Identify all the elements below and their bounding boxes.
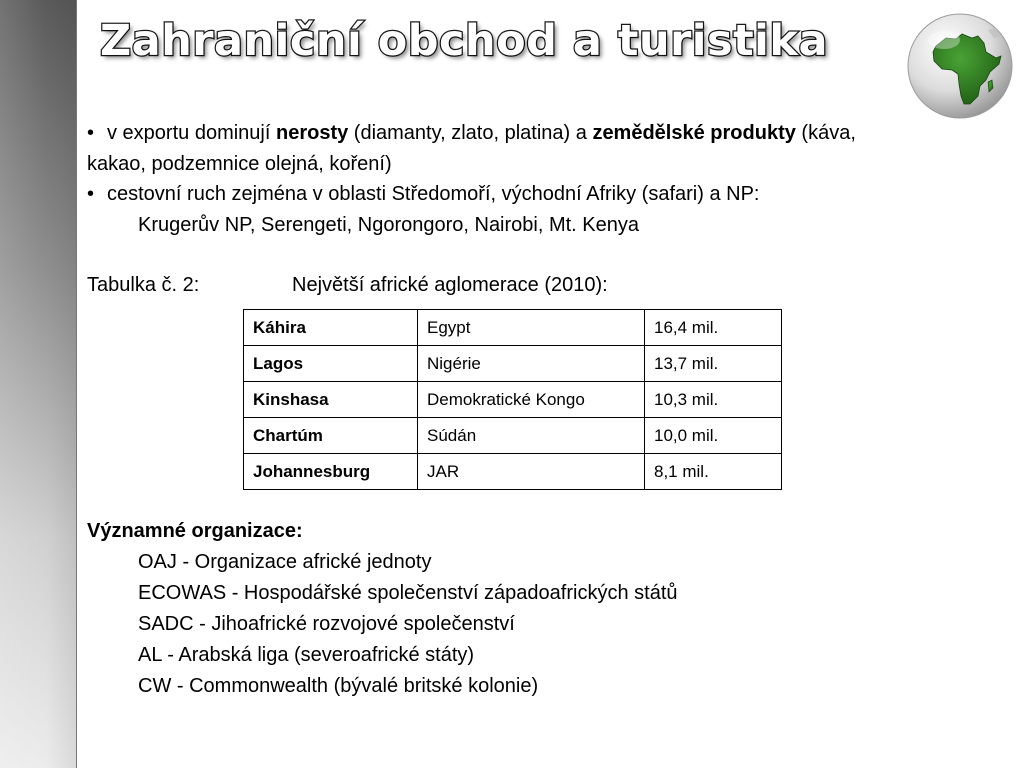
table-row <box>244 454 782 490</box>
city-cell: Káhira <box>244 310 418 346</box>
population-cell: 10,3 mil. <box>645 382 782 418</box>
country-cell: Demokratické Kongo <box>418 382 645 418</box>
organizations-heading: Významné organizace: <box>87 520 303 542</box>
export-pre: v exportu dominují <box>107 122 276 144</box>
bullet-dot: • <box>87 183 95 205</box>
population-cell: 13,7 mil. <box>645 346 782 382</box>
population-cell: 16,4 mil. <box>645 310 782 346</box>
city-cell: Lagos <box>244 346 418 382</box>
population-cell: 10,0 mil. <box>645 418 782 454</box>
tourism-parks: Krugerův NP, Serengeti, Ngorongoro, Nairobi, Mt. Kenya <box>138 213 640 236</box>
slide-title: Zahraniční obchod a turistika <box>100 16 829 66</box>
table-caption-text: Největší africké aglomerace (2010): <box>292 274 608 296</box>
org-item: SADC - Jihoafrické rozvojové společenství <box>138 613 515 635</box>
africa-globe-icon <box>906 12 1014 120</box>
city-cell: Kinshasa <box>244 382 418 418</box>
country-cell: Súdán <box>418 418 645 454</box>
org-item: CW - Commonwealth (bývalé britské kolonie) <box>138 675 539 697</box>
bullet-export <box>87 118 997 149</box>
bullet-tourism <box>87 179 997 210</box>
country-cell: JAR <box>418 454 645 490</box>
sidebar-sheen <box>0 0 76 768</box>
city-cell: Chartúm <box>244 418 418 454</box>
org-item: OAJ - Organizace africké jednoty <box>138 551 432 573</box>
table-row <box>244 346 782 382</box>
export-bold-agri: zemědělské produkty <box>592 122 796 144</box>
country-cell: Nigérie <box>418 346 645 382</box>
population-cell: 8,1 mil. <box>645 454 782 490</box>
export-mid: (diamanty, zlato, platina) a <box>348 122 593 144</box>
organizations-section <box>87 516 987 702</box>
table-label: Tabulka č. 2: <box>87 274 200 296</box>
body-text <box>87 118 997 300</box>
org-item: AL - Arabská liga (severoafrické státy) <box>138 644 475 666</box>
table-row <box>244 418 782 454</box>
table-row <box>244 382 782 418</box>
decorative-sidebar <box>0 0 77 768</box>
table-caption <box>87 270 997 300</box>
spacer <box>87 240 997 270</box>
table-row <box>244 310 782 346</box>
tourism-text: cestovní ruch zejména v oblasti Středomoří, východní Afriky (safari) a NP: <box>107 183 760 205</box>
city-cell: Johannesburg <box>244 454 418 490</box>
bullet-dot: • <box>87 122 95 144</box>
agglomerations-table <box>243 309 782 490</box>
export-line-2: kakao, podzemnice olejná, koření) <box>87 152 392 175</box>
country-cell: Egypt <box>418 310 645 346</box>
export-bold-minerals: nerosty <box>275 122 349 144</box>
export-post: (káva, <box>795 122 856 144</box>
org-item: ECOWAS - Hospodářské společenství západoafrických států <box>138 582 678 604</box>
